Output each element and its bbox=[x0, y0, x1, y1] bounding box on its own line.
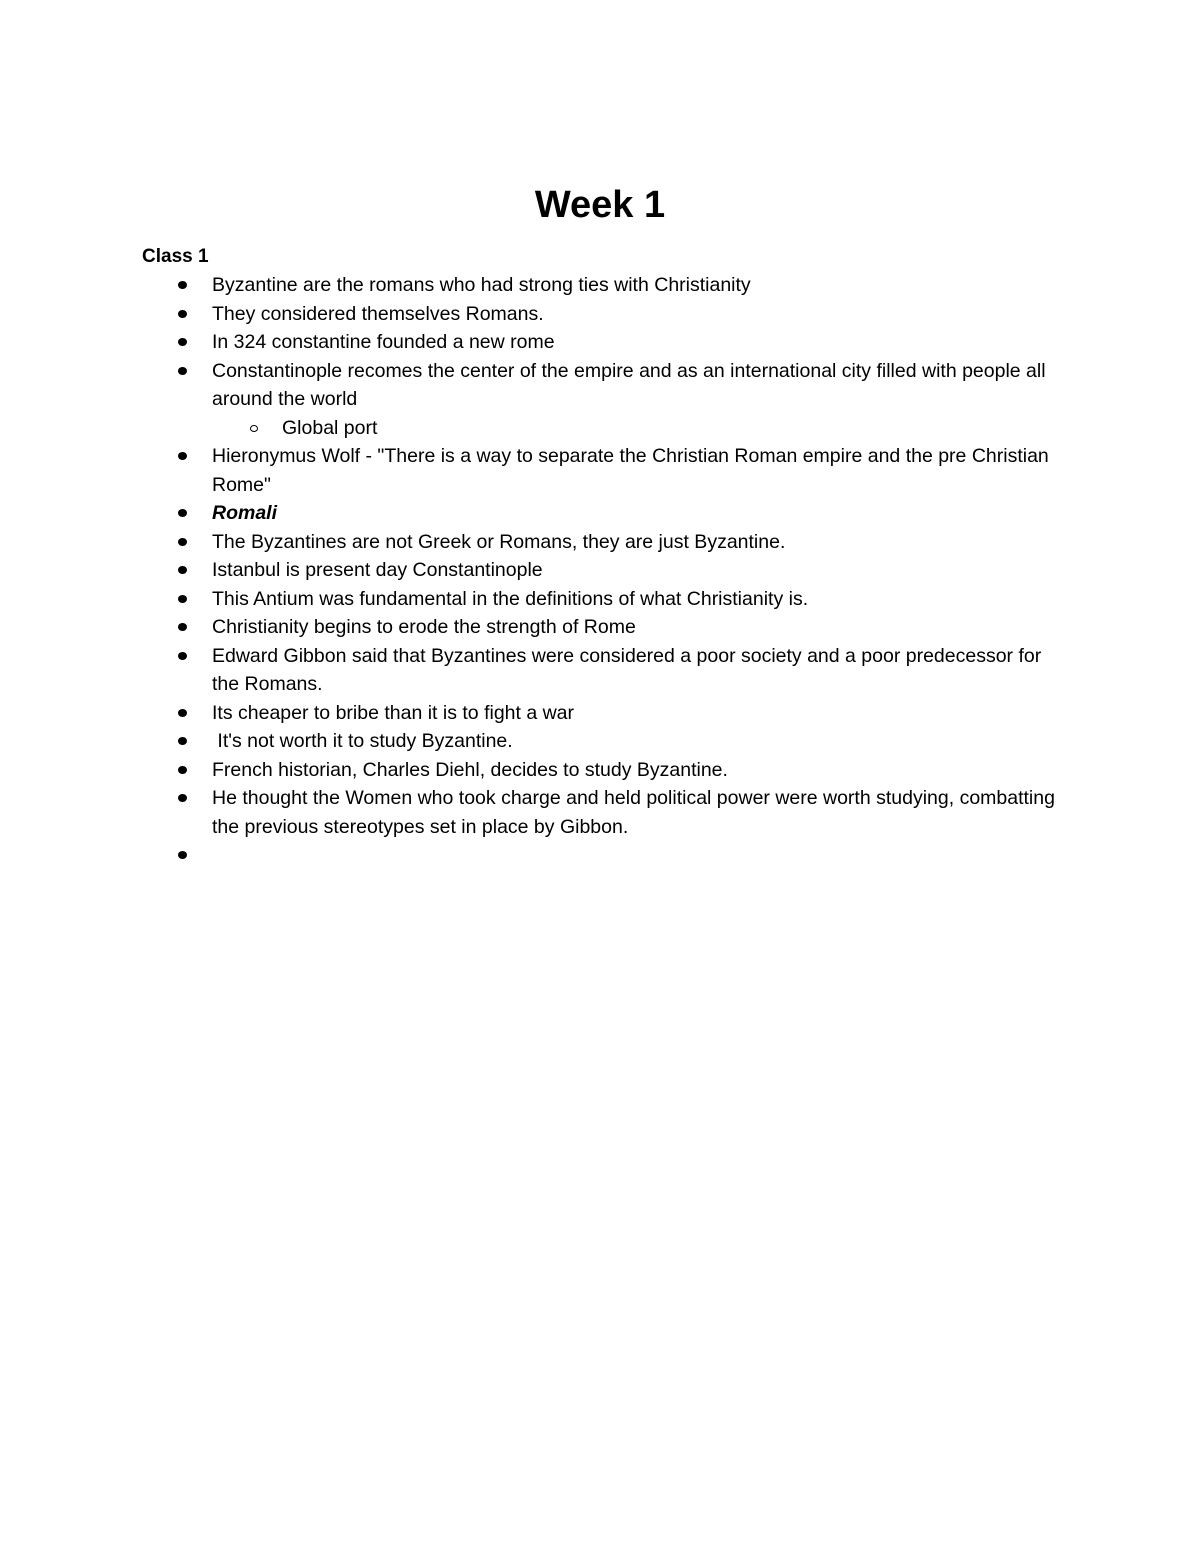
list-item-text: The Byzantines are not Greek or Romans, they are just Byzantine. bbox=[212, 530, 786, 553]
list-item bbox=[142, 328, 1062, 357]
list-item-text: Global port bbox=[282, 416, 378, 439]
list-item bbox=[142, 528, 1062, 557]
bullet-icon bbox=[178, 623, 187, 631]
list-item bbox=[142, 585, 1062, 614]
list-item-text: Hieronymus Wolf - "There is a way to separate the Christian Roman empire and the pre Christian Rome" bbox=[212, 445, 1049, 496]
bullet-icon bbox=[178, 367, 187, 375]
list-item bbox=[142, 499, 1062, 528]
bullet-icon bbox=[178, 652, 187, 660]
list-item-text: It's not worth it to study Byzantine. bbox=[212, 730, 513, 752]
list-item-text: Christianity begins to erode the strength of Rome bbox=[212, 616, 636, 638]
list-item bbox=[142, 727, 1062, 756]
list-item bbox=[142, 784, 1062, 841]
list-item bbox=[142, 556, 1062, 585]
list-item-text: Edward Gibbon said that Byzantines were considered a poor society and a poor predecessor for the Romans. bbox=[212, 644, 1042, 695]
bullet-icon bbox=[178, 452, 187, 460]
list-item-text: They considered themselves Romans. bbox=[212, 302, 544, 325]
list-item-text: Romali bbox=[212, 502, 278, 524]
hollow-bullet-icon bbox=[250, 425, 258, 432]
list-item-text: French historian, Charles Diehl, decides to study Byzantine. bbox=[212, 758, 728, 781]
list-item-text: Constantinople recomes the center of the empire and as an international city filled with people all around the world bbox=[212, 359, 1046, 410]
bullet-icon bbox=[178, 737, 187, 745]
bullet-icon bbox=[178, 281, 187, 289]
bullet-icon bbox=[178, 794, 187, 802]
list-item bbox=[142, 699, 1062, 728]
bullet-icon bbox=[178, 595, 187, 603]
list-item-text: Istanbul is present day Constantinople bbox=[212, 559, 543, 581]
list-item bbox=[142, 300, 1062, 329]
list-item-text: Its cheaper to bribe than it is to fight a war bbox=[212, 701, 575, 724]
bullet-icon bbox=[178, 766, 187, 774]
notes-list bbox=[142, 271, 1062, 870]
list-item-text: He thought the Women who took charge and held political power were worth studying, combatting the previous stereotypes set in place by Gibbon. bbox=[212, 787, 1055, 838]
bullet-icon bbox=[178, 509, 187, 517]
sub-list-item bbox=[142, 414, 1062, 443]
list-item bbox=[142, 642, 1062, 699]
bullet-icon bbox=[178, 566, 187, 574]
section-heading: Class 1 bbox=[142, 246, 209, 267]
bullet-icon bbox=[178, 338, 187, 346]
empty-list-item bbox=[142, 841, 1062, 870]
list-item-text: Byzantine are the romans who had strong ties with Christianity bbox=[212, 274, 751, 296]
list-item bbox=[142, 756, 1062, 785]
list-item bbox=[142, 271, 1062, 300]
bullet-icon bbox=[178, 709, 187, 717]
bullet-icon bbox=[178, 310, 187, 318]
bullet-icon bbox=[178, 851, 187, 859]
list-item bbox=[142, 442, 1062, 499]
list-item bbox=[142, 613, 1062, 642]
list-item-text: This Antium was fundamental in the definitions of what Christianity is. bbox=[212, 587, 809, 610]
list-item bbox=[142, 357, 1062, 414]
list-item-text: In 324 constantine founded a new rome bbox=[212, 331, 555, 353]
page-title: Week 1 bbox=[534, 184, 666, 226]
bullet-icon bbox=[178, 538, 187, 546]
